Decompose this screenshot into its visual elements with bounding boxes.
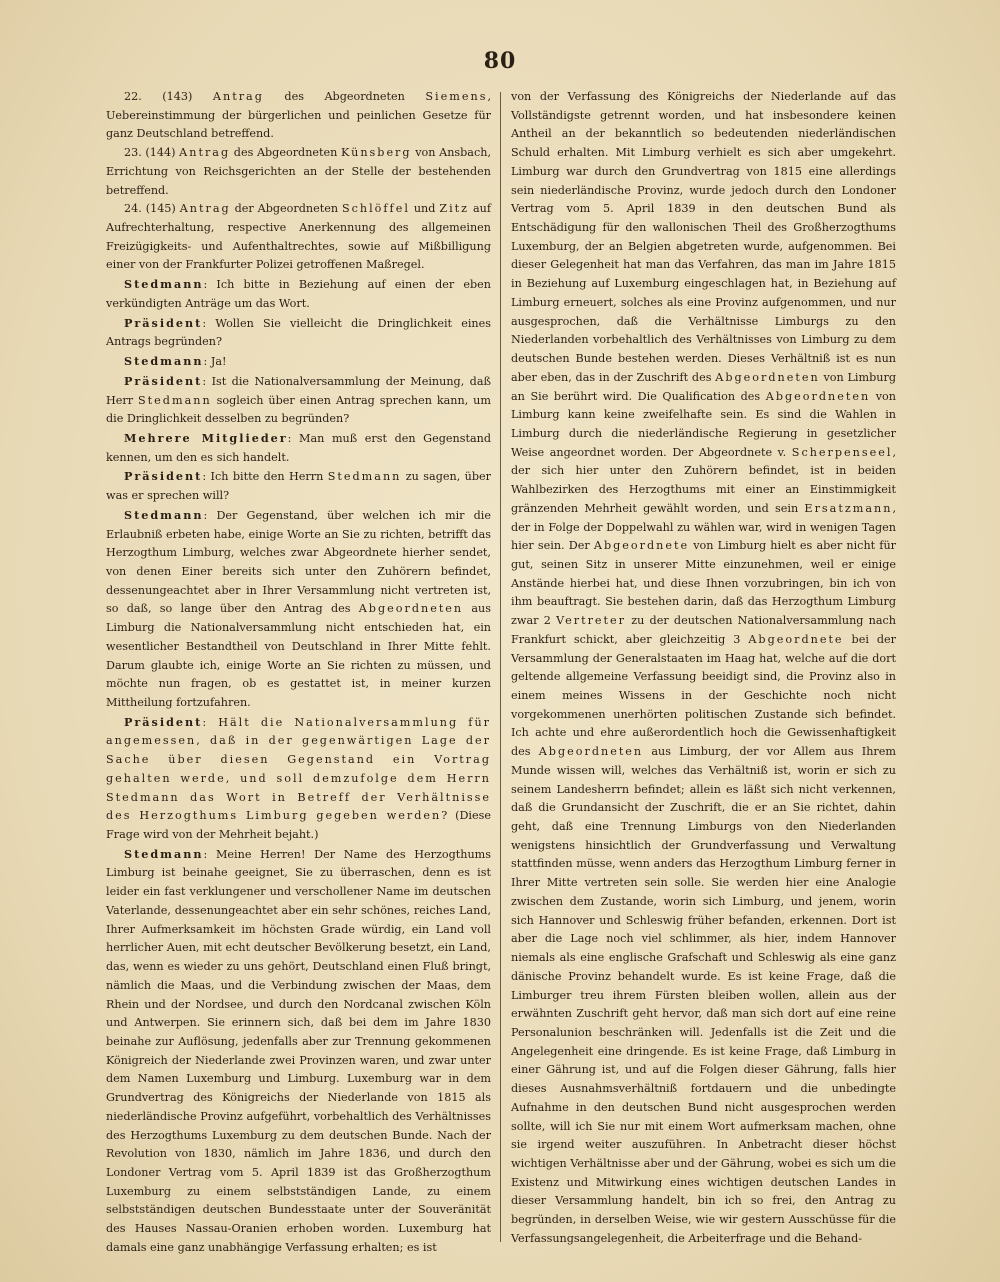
- speaker-name: Mehrere Mitglieder: [124, 430, 288, 445]
- speaker-name: Stedmann: [124, 277, 204, 292]
- speech-stedmann-1: Stedmann: Ich bitte in Beziehung auf einen der eben verkündigten Anträge um das Wort.: [106, 277, 491, 310]
- speech-praesident-2: Präsident: Ist die Nationalversammlung der Meinung, daß Herr Stedmann sogleich über einen Antrag sprechen kann, um die Dringlichkeit desselben zu begründen?: [106, 373, 491, 426]
- page-number: 80: [483, 48, 517, 74]
- left-column: [106, 88, 492, 1254]
- speech-praesident-4: Präsident: Hält die Nationalversammlung für angemessen, daß in der gegenwärtigen Lage der Sache über diesen Gegenstand ein Vortrag gehalten werde, und soll demzufolge dem Herrn Stedmann das Wort in Betreff der Verhältnisse des Herzogthums Limburg gegeben werden? (Diese Frage wird von der Mehrheit bejaht.): [106, 714, 491, 842]
- speech-praesident-3: Präsident: Ich bitte den Herrn Stedmann zu sagen, über was er sprechen will?: [106, 469, 491, 503]
- speaker-name: Präsident: [124, 469, 203, 484]
- speaker-name: Präsident: [124, 714, 203, 729]
- paragraph-motion-23: 23. (144) Antrag des Abgeordneten Künsberg von Ansbach, Errichtung von Reichsgerichten an der Stelle der bestehenden betreffend.: [106, 146, 492, 197]
- right-column: [511, 88, 897, 1245]
- speaker-name: Präsident: [124, 373, 203, 388]
- speech-mehrere-mitglieder: Mehrere Mitglieder: Man muß erst den Gegenstand kennen, um den es sich handelt.: [106, 430, 491, 464]
- speaker-name: Stedmann: [124, 354, 204, 369]
- speaker-name: Stedmann: [124, 507, 204, 522]
- paragraph-motion-22: 22. (143) Antrag des Abgeordneten Siemens, Uebereinstimmung der bürgerlichen und peinlichen Gesetze für ganz Deutschland betreffend.: [106, 90, 491, 141]
- speech-stedmann-4-continued: von der Verfassung des Königreichs der Niederlande auf das Vollständigste getrennt worden, und hat insbesondere keinen Antheil an der bekanntlich so bedeutenden niederländischen Schuld erhalten. Mit Limburg verhielt es sich aber umgekehrt. Limburg war durch den Grundvertrag von 1815 eine allerdings sein niederländische Provinz, wurde jedoch durch den Londoner Vertrag vom 5. April 1839 in den deutschen Bund als Entschädigung für den wallonischen Theil des Großherzogthums Luxemburg, der an Belgien abgetreten wurde, aufgenommen. Bei dieser Gelegenheit hat man das Verfahren, das man im Jahre 1815 in Beziehung auf Luxemburg eingeschlagen hat, in Beziehung auf Limburg erneuert, solches als eine Provinz aufgenommen, und nur ausgesprochen, daß die Verhältnisse Limburgs zu den Niederlanden vorbehaltlich des Verhältnisses von Limburg zu dem deutschen Bunde bestehen werden. Dieses Verhältniß ist es nun aber eben, das in der Zuschrift des Abgeordneten von Limburg an Sie berührt wird. Die Qualification des Abgeordneten von Limburg kann keine zweifelhafte sein. Es sind die Wahlen in Limburg durch die niederländische Regierung in gesetzlicher Weise angeordnet worden. Der Abgeordnete v. Scherpenseel, der sich hier unter den Zuhörern befindet, ist in beiden Wahlbezirken des Herzogthums mit einer an Einstimmigkeit gränzenden Mehrheit gewählt worden, und sein Ersatzmann, der in Folge der Doppelwahl zu wählen war, wird in wenigen Tagen hier sein. Der Abgeordnete von Limburg hielt es aber nicht für gut, seinen Sitz in unserer Mitte einzunehmen, weil er einige Anstände hierbei hat, und diese Ihnen vorzubringen, bin ich von ihm beauftragt. Sie bestehen darin, daß das Herzogthum Limburg zwar 2 Vertreter zu der deutschen Nationalversammlung nach Frankfurt schickt, aber gleichzeitig 3 Abgeordnete bei der Versammlung der Generalstaaten im Haag hat, welche auf die dort geltende allgemeine Verfassung beeidigt sind, die Provinz also in einem meines Wissens in der Geschichte noch nicht vorgekommenen unerhörten politischen Zustande sich befindet. Ich achte und ehre außerordentlich hoch die Gewissenhaftigkeit des Abgeordneten aus Limburg, der vor Allem aus Ihrem Munde wissen will, welches das Verhältniß ist, worin er sich zu seinem Landesherrn befindet; allein es läßt sich nicht verkennen, daß die Grundansicht der Zuschrift, die er an Sie richtet, dahin geht, daß eine Trennung Limburgs von den Niederlanden wenigstens hinsichtlich der Grundverfassung und Verwaltung stattfinden müsse, wenn anders das Herzogthum Limburg ferner in Ihrer Mitte vertreten sein solle. Sie werden hier eine Analogie zwischen dem Zustande, worin sich Limburg, und jenem, worin sich Hannover und Schleswig früher befanden, erkennen. Dort ist aber die Lage noch viel schlimmer, als hier, indem Hannover niemals als eine englische Grafschaft und Schleswig als eine ganz dänische Provinz behandelt wurde. Es ist keine Frage, daß die Limburger treu ihrem Fürsten bleiben wollen, allein aus der erwähnten Zuschrift geht hervor, daß man sich dort auf eine reine Personalunion beschränken will. Jedenfalls ist die Zeit und die Angelegenheit eine dringende. Es ist keine Frage, daß Limburg in einer Gährung ist, und auf die Folgen dieser Gährung, falls hier dieses Ausnahmsverhältniß fortdauern und die unbedingte Aufnahme in den deutschen Bund nicht ausgesprochen werden sollte, will ich Sie nur mit einem Wort aufmerksam machen, ohne sie irgend weiter auszuführen. In Anbetracht dieser höchst wichtigen Verhältnisse aber und der Gährung, wobei es sich um die Existenz und Mitwirkung eines wichtigen deutschen Landes in dieser Versammlung handelt, bin ich so frei, den Antrag zu begründen, in derselben Weise, wie wir gestern Ausschüsse für die Verfassungsangelegenheit, die Arbeiterfrage und die Behand-: [511, 90, 897, 1245]
- speaker-name: Stedmann: [124, 846, 204, 861]
- speech-stedmann-4: Stedmann: Meine Herren! Der Name des Herzogthums Limburg ist beinahe geeignet, Sie zu überraschen, denn es ist leider ein fast verklungener und verschollener Name im deutschen Vaterlande, dessenungeachtet aber ein sehr schönes, reiches Land, Ihrer Aufmerksamkeit im höchsten Grade würdig, ein Land voll herrlicher Auen, mit echt deutscher Bevölkerung besetzt, ein Land, das, wenn es wieder zu uns gehört, Deutschland einen Fluß bringt, nämlich die Maas, und die Verbindung zwischen der Maas, dem Rhein und der Nordsee, und durch den Nordcanal zwischen Köln und Antwerpen. Sie erinnern sich, daß bei dem im Jahre 1830 beinahe zur Auflösung, jedenfalls aber zur Trennung gekommenen Königreich der Niederlande zwei Provinzen waren, und zwar unter dem Namen Luxemburg und Limburg. Luxemburg war in dem Grundvertrag des Königreichs der Niederlande von 1815 als niederländische Provinz aufgeführt, vorbehaltlich des Verhältnisses des Herzogthums Luxemburg zu dem deutschen Bunde. Nach der Revolution von 1830, nämlich im Jahre 1836, und durch den Londoner Vertrag vom 5. April 1839 ist das Großherzogthum Luxemburg zu einem selbstständigen Lande, zu einem selbstständigen deutschen Bundesstaate unter der Souveränität des Hauses Nassau-Oranien erhoben worden. Luxemburg hat damals eine ganz unabhängige Verfassung erhalten; es ist: [106, 846, 491, 1254]
- paragraph-motion-24: 24. (145) Antrag der Abgeordneten Schlöffel und Zitz auf Aufrechterhaltung, respective Anerkennung des allgemeinen Freizügigkeits- und Aufenthaltrechtes, sowie auf Mißbilligung einer von der Frankfurter Polizei getroffenen Maßregel.: [106, 202, 491, 272]
- column-divider: [500, 92, 501, 1242]
- speech-stedmann-2: Stedmann: Ja!: [124, 354, 227, 369]
- speech-praesident-1: Präsident: Wollen Sie vielleicht die Dringlichkeit eines Antrags begründen?: [106, 315, 491, 349]
- speaker-name: Präsident: [124, 315, 203, 330]
- speech-stedmann-3: Stedmann: Der Gegenstand, über welchen ich mir die Erlaubniß erbeten habe, einige Worte an Sie zu richten, betrifft das Herzogthum Limburg, welches zwar Abgeordnete hierher sendet, von denen Einer bereits sich unter den Zuhörern befindet, dessenungeachtet aber in Ihrer Versammlung nicht vertreten ist, so daß, so lange über den Antrag des Abgeordneten aus Limburg die Nationalversammlung nicht entschieden hat, ein wesentlicher Bestandtheil von Deutschland in Ihrer Mitte fehlt. Darum glaubte ich, einige Worte an Sie richten zu müssen, und möchte nun fragen, ob es gestattet ist, in meiner kurzen Mittheilung fortzufahren.: [106, 507, 491, 709]
